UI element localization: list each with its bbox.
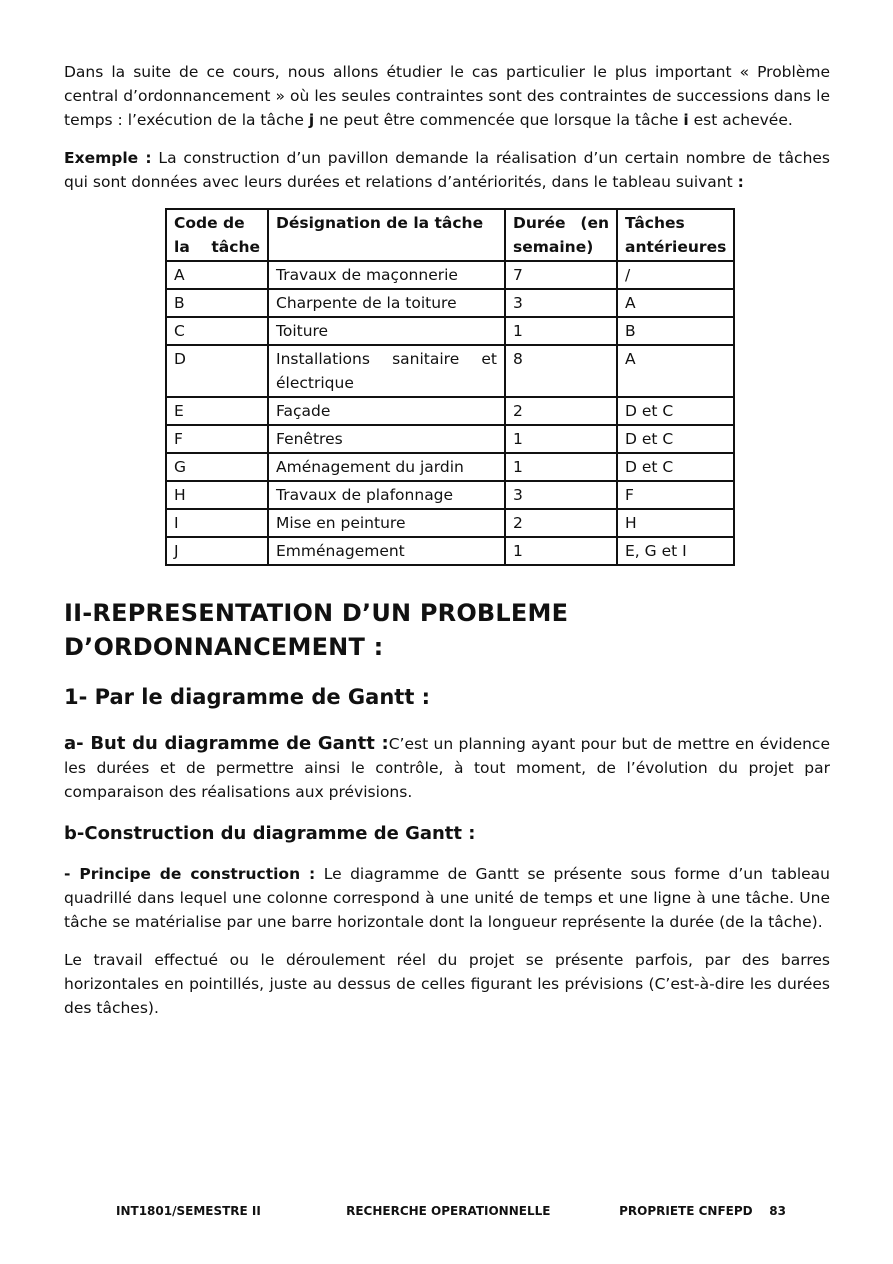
task-designation-cell: Travaux de maçonnerie xyxy=(268,261,505,289)
task-designation-cell: Travaux de plafonnage xyxy=(268,481,505,509)
task-predecessors-cell: / xyxy=(617,261,734,289)
footer-course-code: INT1801/SEMESTRE II xyxy=(116,1204,261,1218)
task-duration-cell: 1 xyxy=(505,317,617,345)
task-table xyxy=(165,208,735,566)
task-designation-cell: Aménagement du jardin xyxy=(268,453,505,481)
task-duration-cell: 8 xyxy=(505,345,617,397)
table-row xyxy=(166,509,734,537)
table-row xyxy=(166,317,734,345)
task-designation-cell: Installations sanitaire et électrique xyxy=(268,345,505,397)
table-row xyxy=(166,481,734,509)
task-predecessors-cell: A xyxy=(617,345,734,397)
construction-principle-paragraph: - Principe de construction : Le diagramme de Gantt se présente sous forme d’un tableau quadrillé dans lequel une colonne correspond à une unité de temps et une ligne à une tâche. Une tâche se matérialise par une barre horizontale dont la longueur représente la durée (de la tâche). xyxy=(64,865,830,931)
task-code-cell: H xyxy=(166,481,268,509)
gantt-construction-title: b-Construction du diagramme de Gantt : xyxy=(64,823,476,844)
task-duration-cell: 7 xyxy=(505,261,617,289)
header-code: Code de la tâche xyxy=(166,209,268,261)
table-header-row xyxy=(166,209,734,261)
task-predecessors-cell: D et C xyxy=(617,397,734,425)
table-row xyxy=(166,397,734,425)
footer-course-title: RECHERCHE OPERATIONNELLE xyxy=(346,1204,551,1218)
task-duration-cell: 3 xyxy=(505,289,617,317)
task-duration-cell: 1 xyxy=(505,453,617,481)
task-predecessors-cell: D et C xyxy=(617,453,734,481)
table-row xyxy=(166,425,734,453)
page-footer xyxy=(116,1204,786,1218)
task-code-cell: A xyxy=(166,261,268,289)
task-predecessors-cell: B xyxy=(617,317,734,345)
task-code-cell: E xyxy=(166,397,268,425)
task-designation-cell: Façade xyxy=(268,397,505,425)
task-code-cell: D xyxy=(166,345,268,397)
dotted-bars-paragraph: Le travail effectué ou le déroulement réel du projet se présente parfois, par des barres horizontales en pointillés, juste au dessus de celles figurant les prévisions (C’est-à-dire les durées des tâches). xyxy=(64,951,830,1017)
construction-principle-lead: - Principe de construction : xyxy=(64,865,316,883)
footer-ownership-page: PROPRIETE CNFEPD 83 xyxy=(619,1204,786,1218)
header-duration: Durée (en semaine) xyxy=(505,209,617,261)
task-code-cell: F xyxy=(166,425,268,453)
task-code-cell: I xyxy=(166,509,268,537)
table-row xyxy=(166,289,734,317)
header-predecessors: Tâches antérieures xyxy=(617,209,734,261)
example-paragraph: Exemple : La construction d’un pavillon demande la réalisation d’un certain nombre de tâches qui sont données avec leurs durées et relations d’antériorités, dans le tableau suivant : xyxy=(64,149,830,191)
task-designation-cell: Toiture xyxy=(268,317,505,345)
task-table-body xyxy=(166,261,734,565)
task-designation-cell: Fenêtres xyxy=(268,425,505,453)
header-designation: Désignation de la tâche xyxy=(268,209,505,261)
task-designation-cell: Mise en peinture xyxy=(268,509,505,537)
gantt-purpose-lead: a- But du diagramme de Gantt : xyxy=(64,733,389,754)
table-row xyxy=(166,345,734,397)
table-row xyxy=(166,261,734,289)
task-predecessors-cell: E, G et I xyxy=(617,537,734,565)
table-row xyxy=(166,537,734,565)
task-predecessors-cell: F xyxy=(617,481,734,509)
task-code-cell: C xyxy=(166,317,268,345)
task-code-cell: B xyxy=(166,289,268,317)
task-predecessors-cell: H xyxy=(617,509,734,537)
intro-paragraph: Dans la suite de ce cours, nous allons étudier le cas particulier le plus important « Problème central d’ordonnancement » où les seules contraintes sont des contraintes de successions dans le temps : l’exécution de la tâche j ne peut être commencée que lorsque la tâche i est achevée. xyxy=(64,63,830,129)
example-label: Exemple : xyxy=(64,149,152,167)
task-predecessors-cell: A xyxy=(617,289,734,317)
task-code-cell: G xyxy=(166,453,268,481)
section-subtitle: 1- Par le diagramme de Gantt : xyxy=(64,685,431,709)
task-code-cell: J xyxy=(166,537,268,565)
document-page xyxy=(64,60,830,1034)
task-duration-cell: 1 xyxy=(505,537,617,565)
task-predecessors-cell: D et C xyxy=(617,425,734,453)
task-duration-cell: 1 xyxy=(505,425,617,453)
task-designation-cell: Emménagement xyxy=(268,537,505,565)
task-duration-cell: 3 xyxy=(505,481,617,509)
gantt-purpose-paragraph: a- But du diagramme de Gantt :C’est un planning ayant pour but de mettre en évidence les durées et de permettre ainsi le contrôle, à tout moment, de l’évolution du projet par comparaison des réalisations aux prévisions. xyxy=(64,733,830,801)
section-title: II-REPRESENTATION D’UN PROBLEME D’ORDONNANCEMENT : xyxy=(64,599,569,661)
task-designation-cell: Charpente de la toiture xyxy=(268,289,505,317)
task-duration-cell: 2 xyxy=(505,397,617,425)
table-row xyxy=(166,453,734,481)
task-duration-cell: 2 xyxy=(505,509,617,537)
